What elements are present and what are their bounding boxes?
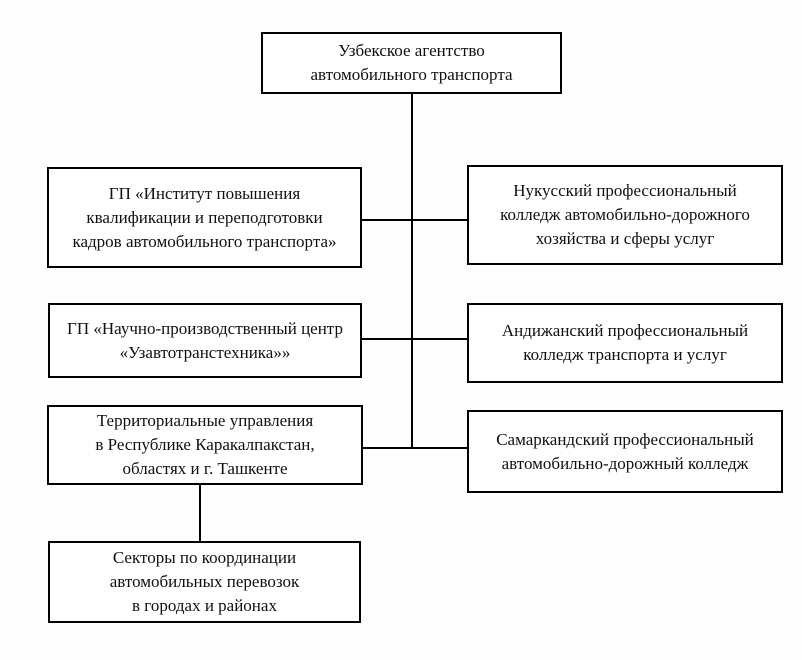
node-text-line: автомобильно-дорожный колледж xyxy=(501,453,749,473)
node-nukus-college xyxy=(467,165,783,265)
node-root-agency xyxy=(261,32,562,94)
node-text-line: ГП «Научно-производственный центр xyxy=(67,318,343,338)
node-scientific-production-center xyxy=(48,303,362,378)
node-text-line: Самаркандский профессиональный xyxy=(496,429,754,449)
node-coordination-sectors xyxy=(48,541,361,623)
node-text-line: квалификации и переподготовки xyxy=(86,207,323,227)
node-text-line: колледж транспорта и услуг xyxy=(523,345,727,364)
node-text-line: кадров автомобильного транспорта» xyxy=(72,231,337,251)
node-text-line: Узбекское агентство xyxy=(338,41,485,60)
node-territorial-departments xyxy=(47,405,363,485)
node-institute xyxy=(47,167,362,268)
node-text-line: Нукусский профессиональный xyxy=(513,181,737,200)
node-samarkand-college xyxy=(467,410,783,493)
connector-row1-line xyxy=(362,219,467,221)
node-text-line: Территориальные управления xyxy=(96,411,314,430)
connector-row2-line xyxy=(362,338,467,340)
node-text-line: областях и г. Ташкенте xyxy=(122,459,288,478)
connector-row3-line xyxy=(363,447,467,449)
connector-territorial-sectors-line xyxy=(199,485,201,541)
node-andijan-college xyxy=(467,303,783,383)
node-text-line: «Узавтотранстехника»» xyxy=(119,342,291,362)
node-text-line: в городах и районах xyxy=(132,596,277,615)
node-text-line: автомобильных перевозок xyxy=(109,572,300,591)
node-text-line: ГП «Институт повышения xyxy=(108,183,301,203)
trunk-connector-line xyxy=(411,94,413,449)
node-text-line: Андижанский профессиональный xyxy=(501,321,749,340)
node-text-line: автомобильного транспорта xyxy=(310,65,513,84)
node-text-line: Секторы по координации xyxy=(112,548,297,567)
node-text-line: хозяйства и сферы услуг xyxy=(535,229,715,248)
node-text-line: колледж автомобильно-дорожного xyxy=(500,205,750,224)
node-text-line: в Республике Каракалпакстан, xyxy=(95,435,315,454)
